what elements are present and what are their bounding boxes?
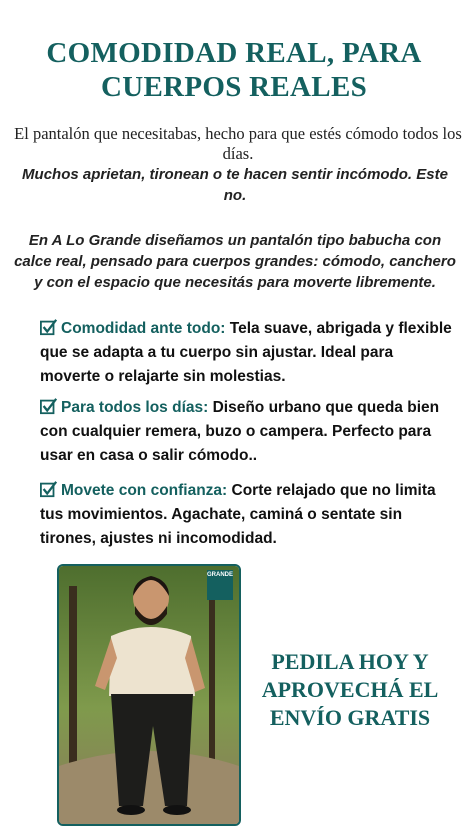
feature-comfort [40,317,455,389]
checkbox-icon [40,480,58,498]
feature-label: Movete con confianza: [61,482,228,499]
brand-badge: GRANDE [207,570,233,600]
page-title: COMODIDAD REAL, PARA CUERPOS REALES [46,37,422,103]
feature-label: Comodidad ante todo: [61,320,226,337]
feature-label: Para todos los días: [61,399,209,416]
model-illustration [59,566,239,824]
feature-confidence [40,479,455,551]
page-subtitle: El pantalón que necesitabas, hecho para que estés cómodo todos los días. [14,124,462,163]
product-photo [57,564,241,826]
feature-text: Corte relajado que no limita tus movimientos. Agachate, caminá o sentate sin tirones, ajustes ni incomodidad. [40,482,436,547]
checkbox-icon [40,318,58,336]
intro-line-2: En A Lo Grande diseñamos un pantalón tipo babucha con calce real, pensado para cuerpos grandes: cómodo, canchero y con el espacio que necesitás para moverte libremente. [14,232,456,291]
intro-line-1: Muchos aprietan, tironean o te hacen sentir incómodo. Este no. [22,166,448,204]
checkbox-icon [40,397,58,415]
feature-text: Tela suave, abrigada y flexible que se adapta a tu cuerpo sin ajustar. Ideal para moverte o relajarte sin molestias. [40,320,452,385]
feature-everyday [40,396,455,468]
cta-text: PEDILA HOY Y APROVECHÁ EL ENVÍO GRATIS [261,649,439,730]
feature-text: Diseño urbano que queda bien con cualquier remera, buzo o campera. Perfecto para usar en casa o salir cómodo.. [40,399,440,464]
